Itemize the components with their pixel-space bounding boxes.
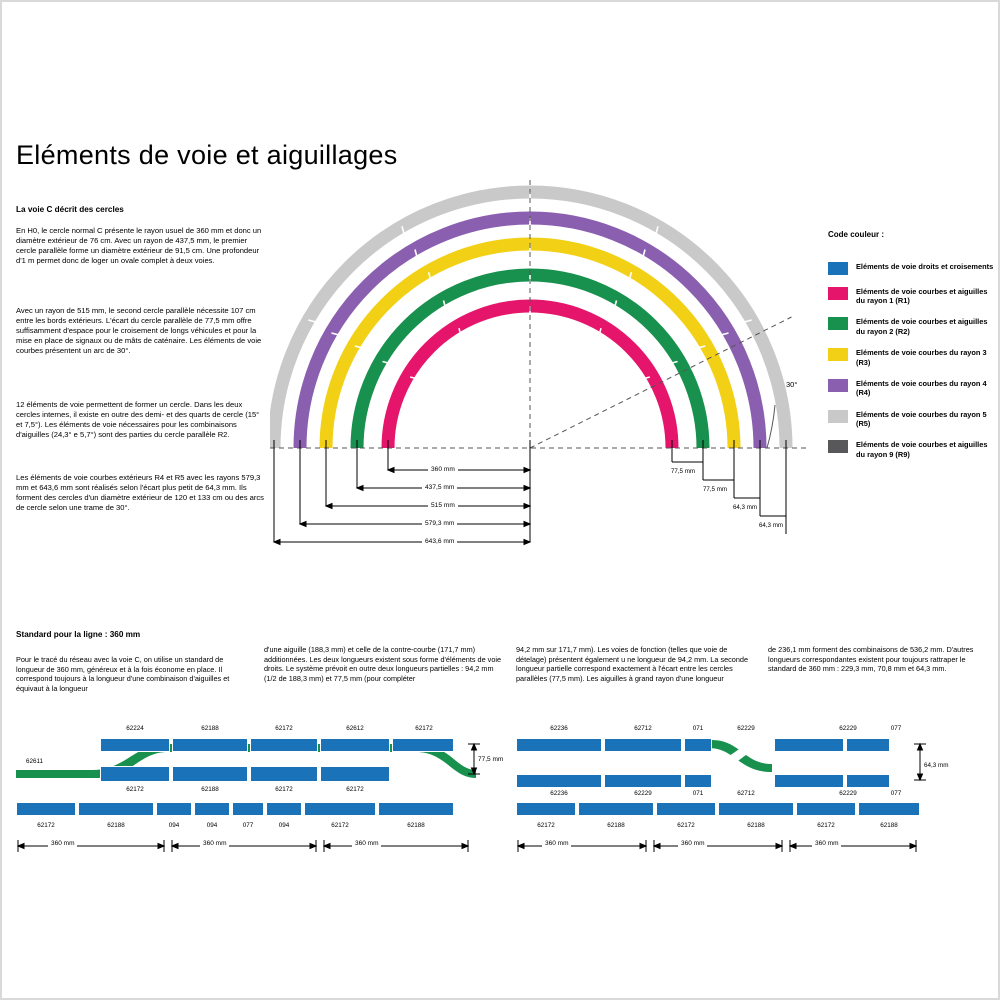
- radius-label-360: 360 mm: [428, 466, 458, 473]
- right-row2-seg-3: [774, 774, 844, 788]
- right-row3-seg-4: [796, 802, 856, 816]
- legend-swatch-icon: [828, 287, 848, 300]
- radius-label-515: 515 mm: [428, 502, 458, 509]
- right-row2-seg-2: [684, 774, 712, 788]
- right-row3-seg-2: [656, 802, 716, 816]
- right-row2-num-3: 62712: [737, 790, 755, 797]
- right-row1-num-4: 62229: [839, 725, 857, 732]
- right-row3-num-2: 62172: [677, 822, 695, 829]
- left-row3-num-3: 094: [206, 822, 218, 829]
- radius-label-6436: 643,6 mm: [422, 538, 457, 545]
- intro-paragraph-4: Les éléments de voie courbes extérieurs R4 et R5 avec les rayons 579,3 mm et 643,6 mm sont réalisés selon l'écart plus petit de 64,3 mm. Ils forment des cercles d'un diamètre extérieur de 120 et 133 cm ou des arcs de cercle selon une trame de 30°.: [16, 473, 264, 513]
- left-row1-seg-62172: [250, 738, 318, 752]
- left-row3-num-7: 62188: [407, 822, 425, 829]
- left-row2-seg-62172c: [320, 766, 390, 782]
- intro-paragraph-2: Avec un rayon de 515 mm, le second cercle parallèle nécessite 107 cm entre les bords extérieurs. L'écart du cercle parallèle de 77,5 mm offre suffisamment d'espace pour le croisement de longs véhicules et pour la mise en place de signaux ou de mâts de caténaire. Les éléments de voie courbes présentent un arc de 30°.: [16, 306, 262, 356]
- right-row2-seg-1: [604, 774, 682, 788]
- gap-label-775-b: 77,5 mm: [702, 486, 728, 493]
- right-row1-seg-2: [684, 738, 712, 752]
- intro-heading: La voie C décrit des cercles: [16, 205, 124, 214]
- left-track-layout: [16, 726, 476, 846]
- left-row1-num-2: 62188: [201, 725, 219, 732]
- dimension-lines-svg: [270, 440, 810, 565]
- left-dim-2: 360 mm: [352, 840, 381, 847]
- right-row1-seg-3: [774, 738, 844, 752]
- intro-paragraph-3: 12 éléments de voie permettent de former un cercle. Dans les deux cercles internes, il existe en outre des demi- et des quarts de cercle (15° et 7,5°). Les éléments de voie nécessaires pour les combinaisons d'aiguilles (24,3° e 5,7°) sont des parties du cercle parallèle R2.: [16, 400, 260, 440]
- right-row3-num-1: 62188: [607, 822, 625, 829]
- left-row3-num-6: 62172: [331, 822, 349, 829]
- right-row2-num-1: 62229: [634, 790, 652, 797]
- legend-item-label: Eléments de voie courbes du rayon 3 (R3): [856, 348, 987, 367]
- radius-label-5793: 579,3 mm: [422, 520, 457, 527]
- standard-heading: Standard pour la ligne : 360 mm: [16, 630, 141, 639]
- right-dim-2: 360 mm: [812, 840, 841, 847]
- left-row3-num-4: 077: [242, 822, 254, 829]
- left-row1-num-1: 62224: [126, 725, 144, 732]
- right-offset-label: 64,3 mm: [924, 762, 949, 769]
- gap-label-643-a: 64,3 mm: [732, 504, 758, 511]
- legend-item-r1: [828, 287, 998, 306]
- left-track-svg: [16, 726, 476, 796]
- page-border-left: [0, 0, 2, 1000]
- legend-swatch-icon: [828, 317, 848, 330]
- left-row3-seg-3: [194, 802, 230, 816]
- right-row3-num-3: 62188: [747, 822, 765, 829]
- right-row2-num-2: 071: [692, 790, 704, 797]
- legend-item-r0: [828, 262, 998, 275]
- legend-item-label: Eléments de voie courbes du rayon 4 (R4): [856, 378, 987, 398]
- right-row1-num-3: 62229: [737, 725, 755, 732]
- legend-item-label: Eléments de voie courbes et aiguilles du rayon 2 (R2): [856, 317, 988, 336]
- right-row3-seg-5: [858, 802, 920, 816]
- left-row3-num-0: 62172: [37, 822, 55, 829]
- legend-item-r5: [828, 410, 998, 429]
- right-row1-num-5: 077: [890, 725, 902, 732]
- legend-swatch-icon: [828, 262, 848, 275]
- right-row2-seg-0: [516, 774, 602, 788]
- radius-label-4375: 437,5 mm: [422, 484, 457, 491]
- left-row3-num-1: 62188: [107, 822, 125, 829]
- right-row2-seg-4: [846, 774, 890, 788]
- legend-swatch-icon: [828, 379, 848, 392]
- right-row3-seg-1: [578, 802, 654, 816]
- right-row2-num-5: 077: [890, 790, 902, 797]
- left-row2-seg-62188: [172, 766, 248, 782]
- left-row3-num-2: 094: [168, 822, 180, 829]
- right-dim-0: 360 mm: [542, 840, 571, 847]
- right-row1-num-2: 071: [692, 725, 704, 732]
- left-row3-seg-0: [16, 802, 76, 816]
- right-dim-1: 360 mm: [678, 840, 707, 847]
- right-row3-num-4: 62172: [817, 822, 835, 829]
- intro-paragraph-1: En H0, le cercle normal C présente le rayon usuel de 360 mm et donc un diamètre extérieur de 76 cm. Avec un rayon de 437,5 mm, le premier cercle parallèle forme un diamètre extérieur de 91,5 cm. Une profondeur d'1 m permet donc de loger un ovale complet à deux voies.: [16, 226, 262, 266]
- standard-col-1: Pour le tracé du réseau avec la voie C, on utilise un standard de longueur de 360 mm, généreux et à la fois économe en place. Il correspond toujours à la longueur d'une combinaison d'aiguilles et équivaut à la longueur: [16, 655, 230, 693]
- standard-col-2: d'une aiguille (188,3 mm) et celle de la contre-courbe (171,7 mm) additionnées. Les deux longueurs existent sous forme d'éléments de voie droits. Le système prévoit en outre deux longueurs partielles : 94,2 mm (1/2 de 188,3 mm) et 77,5 mm (pour compléter: [264, 645, 502, 683]
- left-row2-num-3: 62172: [346, 786, 364, 793]
- right-row3-seg-0: [516, 802, 576, 816]
- left-offset-label: 77,5 mm: [478, 756, 504, 763]
- page-title: Eléments de voie et aiguillages: [16, 140, 398, 170]
- legend-swatch-icon: [828, 410, 848, 423]
- legend-item-r4: [828, 379, 998, 398]
- left-row3-seg-2: [156, 802, 192, 816]
- legend-item-r3: [828, 348, 998, 367]
- left-row2-num-1: 62188: [201, 786, 219, 793]
- left-row3-seg-4: [232, 802, 264, 816]
- legend-item-r9: [828, 440, 998, 459]
- left-row1-seg-62172b: [392, 738, 454, 752]
- left-row1-seg-62612: [320, 738, 390, 752]
- right-row1-seg-0: [516, 738, 602, 752]
- left-row1-num-4: 62612: [346, 725, 364, 732]
- left-row1-seg-62224: [100, 738, 170, 752]
- left-row3-seg-1: [78, 802, 154, 816]
- left-row1-num-3: 62172: [275, 725, 293, 732]
- angle-label: 30°: [786, 380, 798, 389]
- left-row2-num-0: 62172: [126, 786, 144, 793]
- legend-item-label: Eléments de voie courbes du rayon 5 (R5): [856, 409, 987, 429]
- legend-swatch-icon: [828, 440, 848, 453]
- gap-label-643-b: 64,3 mm: [758, 522, 784, 529]
- left-row2-seg-62172: [100, 766, 170, 782]
- right-row2-num-4: 62229: [839, 790, 857, 797]
- right-row1-seg-1: [604, 738, 682, 752]
- right-row1-num-1: 62712: [634, 725, 652, 732]
- standard-col-4: de 236,1 mm forment des combinaisons de 536,2 mm. D'autres longueurs correspondantes existent pour toujours rattraper le standard de 360 mm : 229,3 mm, 70,8 mm et 64,3 mm.: [768, 645, 974, 674]
- right-row3-seg-3: [718, 802, 794, 816]
- left-row3-seg-5: [266, 802, 302, 816]
- arcs-svg: [270, 180, 810, 480]
- gap-label-775-a: 77,5 mm: [670, 468, 696, 475]
- left-row3-seg-7: [378, 802, 454, 816]
- left-row1-num-5: 62172: [415, 725, 433, 732]
- left-dim-0: 360 mm: [48, 840, 77, 847]
- right-row2-num-0: 62236: [550, 790, 568, 797]
- left-row1-seg-62188: [172, 738, 248, 752]
- legend-title: Code couleur :: [828, 230, 885, 239]
- legend-swatch-icon: [828, 348, 848, 361]
- left-dim-1: 360 mm: [200, 840, 229, 847]
- right-track-layout: [516, 726, 920, 846]
- standard-col-3: 94,2 mm sur 171,7 mm). Les voies de fonction (telles que voie de dételage) présentent également u ne longueur de 94,2 mm. La seconde longueur partielle correspond exactement à l'écart entre les cercles parallèles (77,5 mm). Les aiguilles à grand rayon d'une longueur: [516, 645, 749, 683]
- left-row3-num-5: 094: [278, 822, 290, 829]
- right-row3-num-0: 62172: [537, 822, 555, 829]
- legend-item-label: Eléments de voie courbes et aiguilles du rayon 1 (R1): [856, 286, 988, 306]
- left-row1-num-0: 62611: [26, 758, 44, 765]
- legend-item-label: Eléments de voie courbes et aiguilles du rayon 9 (R9): [856, 440, 988, 459]
- left-row2-seg-62172b: [250, 766, 318, 782]
- legend: [828, 262, 998, 471]
- right-row1-num-0: 62236: [550, 725, 568, 732]
- right-row3-num-5: 62188: [880, 822, 898, 829]
- legend-item-label: Eléments de voie droits et croisements: [856, 262, 994, 271]
- page-border-top: [0, 0, 1000, 2]
- right-row1-seg-4: [846, 738, 890, 752]
- left-dims-svg: [16, 838, 476, 858]
- left-row3-seg-6: [304, 802, 376, 816]
- left-row2-num-2: 62172: [275, 786, 293, 793]
- right-offset-bracket: [912, 726, 958, 796]
- legend-item-r2: [828, 317, 998, 336]
- right-dims-svg: [516, 838, 920, 858]
